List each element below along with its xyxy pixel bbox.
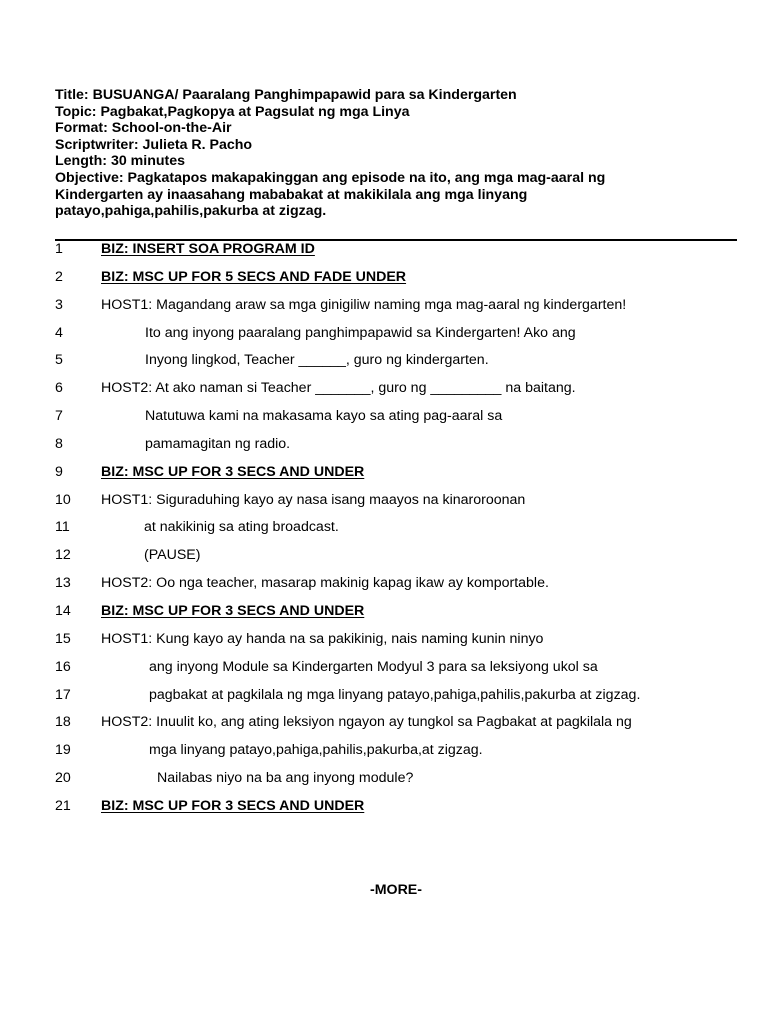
script-topic: Topic: Pagbakat,Pagkopya at Pagsulat ng mga Linya [55, 103, 410, 120]
line-number: 9 [55, 463, 63, 480]
line-number: 2 [55, 268, 63, 285]
line-number: 14 [55, 602, 71, 619]
script-line [55, 436, 755, 464]
line-number: 21 [55, 797, 71, 814]
script-line [55, 575, 755, 603]
line-text: HOST1: Kung kayo ay handa na sa pakikinig, nais naming kunin ninyo [101, 630, 544, 647]
script-title: Title: BUSUANGA/ Paaralang Panghimpapawid para sa Kindergarten [55, 87, 517, 103]
script-line [55, 603, 755, 631]
line-number: 11 [55, 519, 70, 536]
script-objective-line-3: patayo,pahiga,pahilis,pakurba at zigzag. [55, 203, 327, 220]
biz-cue: BIZ: MSC UP FOR 3 SECS AND UNDER [101, 463, 365, 480]
line-number: 13 [55, 575, 71, 592]
script-line [55, 687, 755, 715]
script-objective-line-2: Kindergarten ay inaasahang mababakat at makikilala ang mga linyang [55, 186, 528, 203]
line-text: mga linyang patayo,pahiga,pahilis,pakurba,at zigzag. [149, 742, 483, 759]
line-text: Nailabas niyo na ba ang inyong module? [157, 770, 414, 787]
biz-cue: BIZ: MSC UP FOR 5 SECS AND FADE UNDER [101, 268, 407, 285]
line-text: ang inyong Module sa Kindergarten Modyul 3 para sa leksiyong ukol sa [149, 658, 598, 675]
line-text: pagbakat at pagkilala ng mga linyang patayo,pahiga,pahilis,pakurba at zigzag. [149, 686, 641, 703]
script-line [55, 325, 755, 353]
line-number: 4 [55, 324, 63, 341]
line-number: 5 [55, 352, 63, 369]
script-scriptwriter: Scriptwriter: Julieta R. Pacho [55, 136, 253, 153]
biz-cue: BIZ: MSC UP FOR 3 SECS AND UNDER [101, 602, 365, 619]
line-number: 6 [55, 380, 63, 397]
line-number: 8 [55, 435, 63, 452]
line-number: 1 [55, 241, 63, 257]
biz-cue: BIZ: INSERT SOA PROGRAM ID [101, 241, 315, 257]
script-line [55, 492, 755, 520]
line-text: Inyong lingkod, Teacher ______, guro ng kindergarten. [145, 352, 489, 369]
line-text: pamamagitan ng radio. [145, 435, 291, 452]
line-number: 10 [55, 491, 71, 508]
script-objective-line-1: Objective: Pagkatapos makapakinggan ang episode na ito, ang mga mag-aaral ng [55, 169, 606, 186]
line-text: HOST1: Magandang araw sa mga ginigiliw naming mga mag-aaral ng kindergarten! [101, 296, 627, 313]
line-text: Ito ang inyong paaralang panghimpapawid sa Kindergarten! Ako ang [145, 324, 576, 341]
script-length: Length: 30 minutes [55, 153, 186, 170]
script-line [55, 659, 755, 687]
script-line [55, 408, 755, 436]
more-marker: -MORE- [369, 882, 422, 898]
line-text: HOST2: Oo nga teacher, masarap makinig kapag ikaw ay komportable. [101, 575, 549, 592]
line-number: 17 [55, 686, 71, 703]
script-format: Format: School-on-the-Air [55, 120, 232, 137]
script-line [55, 464, 755, 492]
line-number: 7 [55, 408, 63, 425]
line-number: 19 [55, 742, 71, 759]
line-text: (PAUSE) [144, 547, 201, 564]
script-line [55, 241, 755, 269]
line-number: 12 [55, 547, 71, 564]
script-line [55, 352, 755, 380]
script-line [55, 269, 755, 297]
line-text: HOST2: At ako naman si Teacher _______, guro ng _________ na baitang. [101, 380, 576, 397]
line-text: Natutuwa kami na makasama kayo sa ating pag-aaral sa [145, 408, 503, 425]
script-line [55, 380, 755, 408]
script-line [55, 631, 755, 659]
script-line [55, 742, 755, 770]
script-line [55, 798, 755, 826]
script-lines [55, 241, 755, 826]
line-number: 15 [55, 630, 71, 647]
line-text: HOST1: Siguraduhing kayo ay nasa isang maayos na kinaroroonan [101, 491, 526, 508]
line-number: 3 [55, 296, 63, 313]
script-header [55, 87, 745, 220]
script-line [55, 770, 755, 798]
line-text: HOST2: Inuulit ko, ang ating leksiyon ngayon ay tungkol sa Pagbakat at pagkilala ng [101, 714, 632, 731]
line-text: at nakikinig sa ating broadcast. [144, 519, 339, 536]
line-number: 18 [55, 714, 71, 731]
biz-cue: BIZ: MSC UP FOR 3 SECS AND UNDER [101, 797, 365, 814]
script-line [55, 519, 755, 547]
script-line [55, 714, 755, 742]
line-number: 16 [55, 658, 71, 675]
line-number: 20 [55, 770, 71, 787]
script-line [55, 297, 755, 325]
script-line [55, 547, 755, 575]
